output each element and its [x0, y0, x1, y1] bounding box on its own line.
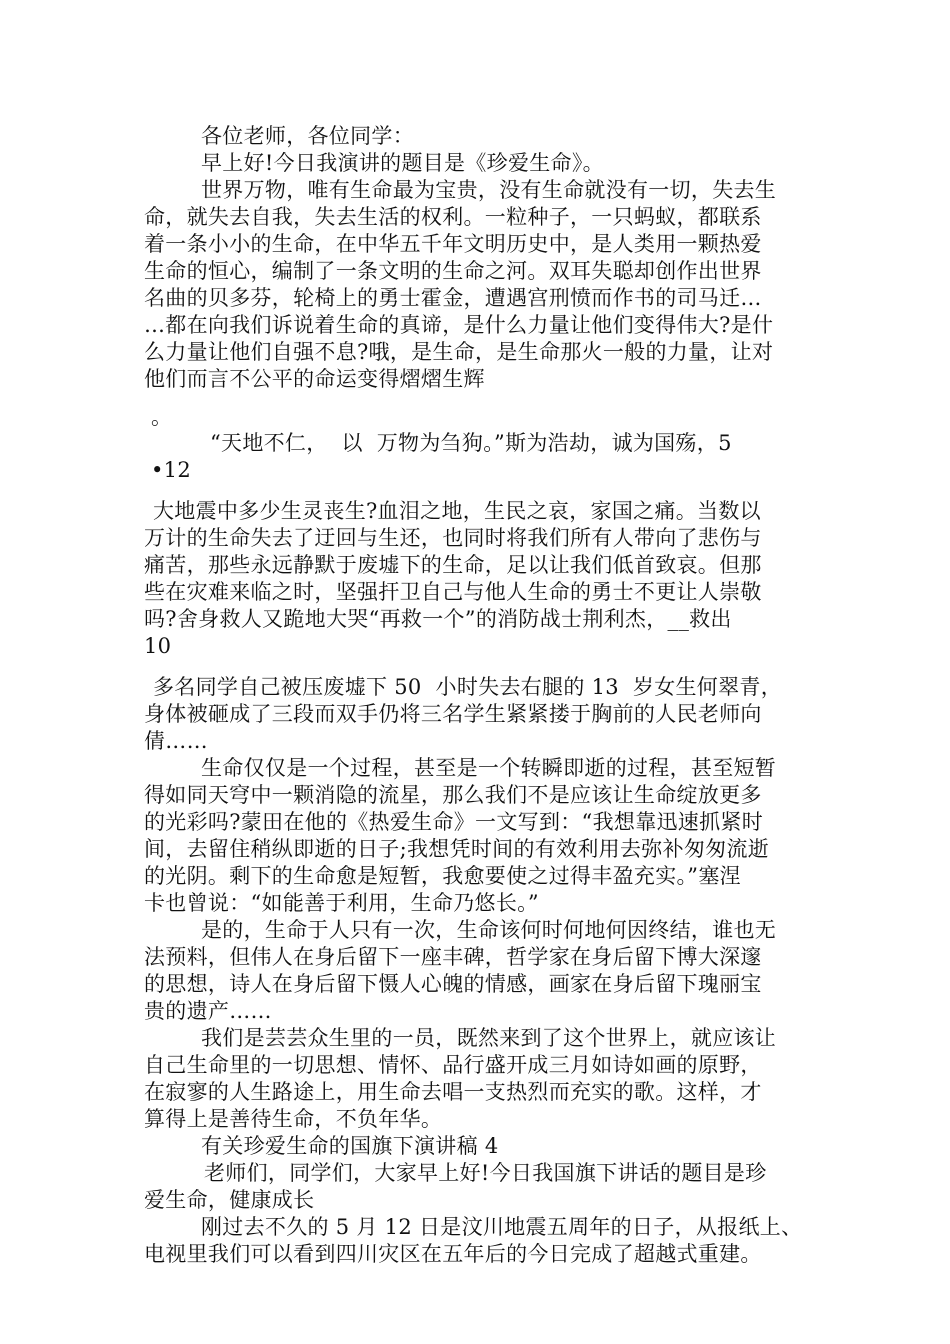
- paragraph-line: 的思想，诗人在身后留下慑人心魄的情感，画家在身后留下瑰丽宝: [144, 972, 762, 996]
- paragraph-line: 自己生命里的一切思想、情怀、品行盛开成三月如诗如画的原野，: [144, 1053, 762, 1077]
- paragraph-line: 算得上是善待生命，不负年华。: [144, 1107, 443, 1131]
- paragraph-line: 10: [144, 634, 172, 658]
- paragraph-line: 是的，生命于人只有一次，生命该何时何地何因终结，谁也无: [201, 918, 777, 942]
- paragraph-line: •12: [151, 458, 192, 482]
- paragraph-line: 着一条小小的生命，在中华五千年文明历史中，是人类用一颗热爱: [144, 232, 762, 256]
- section-heading: 有关珍爱生命的国旗下演讲稿 4: [201, 1134, 499, 1158]
- paragraph-line: 万计的生命失去了迂回与生还，也同时将我们所有人带向了悲伤与: [144, 526, 762, 550]
- paragraph-line: 我们是芸芸众生里的一员，既然来到了这个世界上，就应该让: [201, 1026, 777, 1050]
- greeting-line: 各位老师，各位同学：: [201, 124, 414, 148]
- paragraph-line: 老师们，同学们，大家早上好!今日我国旗下讲话的题目是珍: [204, 1161, 767, 1185]
- paragraph-line: 世界万物，唯有生命最为宝贵，没有生命就没有一切，失去生: [201, 178, 777, 202]
- speech-title-line: 早上好!今日我演讲的题目是《珍爱生命》。: [201, 151, 604, 175]
- paragraph-line: 大地震中多少生灵丧生?血泪之地，生民之哀，家国之痛。当数以: [153, 499, 761, 523]
- paragraph-line: 的光阴。剩下的生命愈是短暂，我愈要使之过得丰盈充实。”塞涅: [144, 864, 741, 888]
- paragraph-line: 么力量让他们自强不息?哦，是生命，是生命那火一般的力量，让对: [144, 340, 774, 364]
- paragraph-line: 在寂寥的人生路途上，用生命去唱一支热烈而充实的歌。这样，才: [144, 1080, 762, 1104]
- paragraph-line: 间，去留住稍纵即逝的日子;我想凭时间的有效利用去弥补匆匆流逝: [144, 837, 770, 861]
- paragraph-line: “天地不仁， 以 万物为刍狗。”斯为浩劫，诚为国殇，5: [210, 431, 732, 455]
- paragraph-line: 痛苦，那些永远静默于废墟下的生命，足以让我们低首致哀。但那: [144, 553, 762, 577]
- paragraph-line: 身体被砸成了三段而双手仍将三名学生紧紧搂于胸前的人民老师向: [144, 702, 762, 726]
- paragraph-line: 法预料，但伟人在身后留下一座丰碑，哲学家在身后留下博大深邃: [144, 945, 762, 969]
- paragraph-line: 多名同学自己被压废墟下 50 小时失去右腿的 13 岁女生何翠青，: [153, 675, 782, 699]
- paragraph-line: 的光彩吗?蒙田在他的《热爱生命》一文写到：“我想靠迅速抓紧时: [144, 810, 763, 834]
- paragraph-line: 贵的遗产……: [144, 999, 272, 1023]
- paragraph-line: 爱生命，健康成长: [144, 1188, 315, 1212]
- paragraph-line: 生命的恒心，编制了一条文明的生命之河。双耳失聪却创作出世界: [144, 259, 762, 283]
- paragraph-line: 名曲的贝多芬，轮椅上的勇士霍金，遭遇宫刑愤而作书的司马迁…: [144, 286, 762, 310]
- paragraph-line: 生命仅仅是一个过程，甚至是一个转瞬即逝的过程，甚至短暂: [201, 756, 777, 780]
- paragraph-line: 吗?舍身救人又跪地大哭“再救一个”的消防战士荆利杰，__救出: [144, 607, 732, 631]
- paragraph-line: 得如同天穹中一颗消隐的流星，那么我们不是应该让生命绽放更多: [144, 783, 762, 807]
- paragraph-line: 倩……: [144, 729, 208, 753]
- paragraph-line: 刚过去不久的 5 月 12 日是汶川地震五周年的日子，从报纸上、: [201, 1215, 803, 1239]
- paragraph-line: 卡也曾说：“如能善于利用，生命乃悠长。”: [144, 891, 539, 915]
- paragraph-line: …都在向我们诉说着生命的真谛，是什么力量让他们变得伟大?是什: [144, 313, 774, 337]
- paragraph-line: 他们而言不公平的命运变得熠熠生辉: [144, 367, 485, 391]
- paragraph-line: 命，就失去自我，失去生活的权利。一粒种子，一只蚂蚁，都联系: [144, 205, 762, 229]
- paragraph-line: 电视里我们可以看到四川灾区在五年后的今日完成了超越式重建。: [144, 1242, 762, 1266]
- paragraph-line: 些在灾难来临之时，坚强扞卫自己与他人生命的勇士不更让人崇敬: [144, 580, 762, 604]
- paragraph-line: 。: [151, 405, 173, 429]
